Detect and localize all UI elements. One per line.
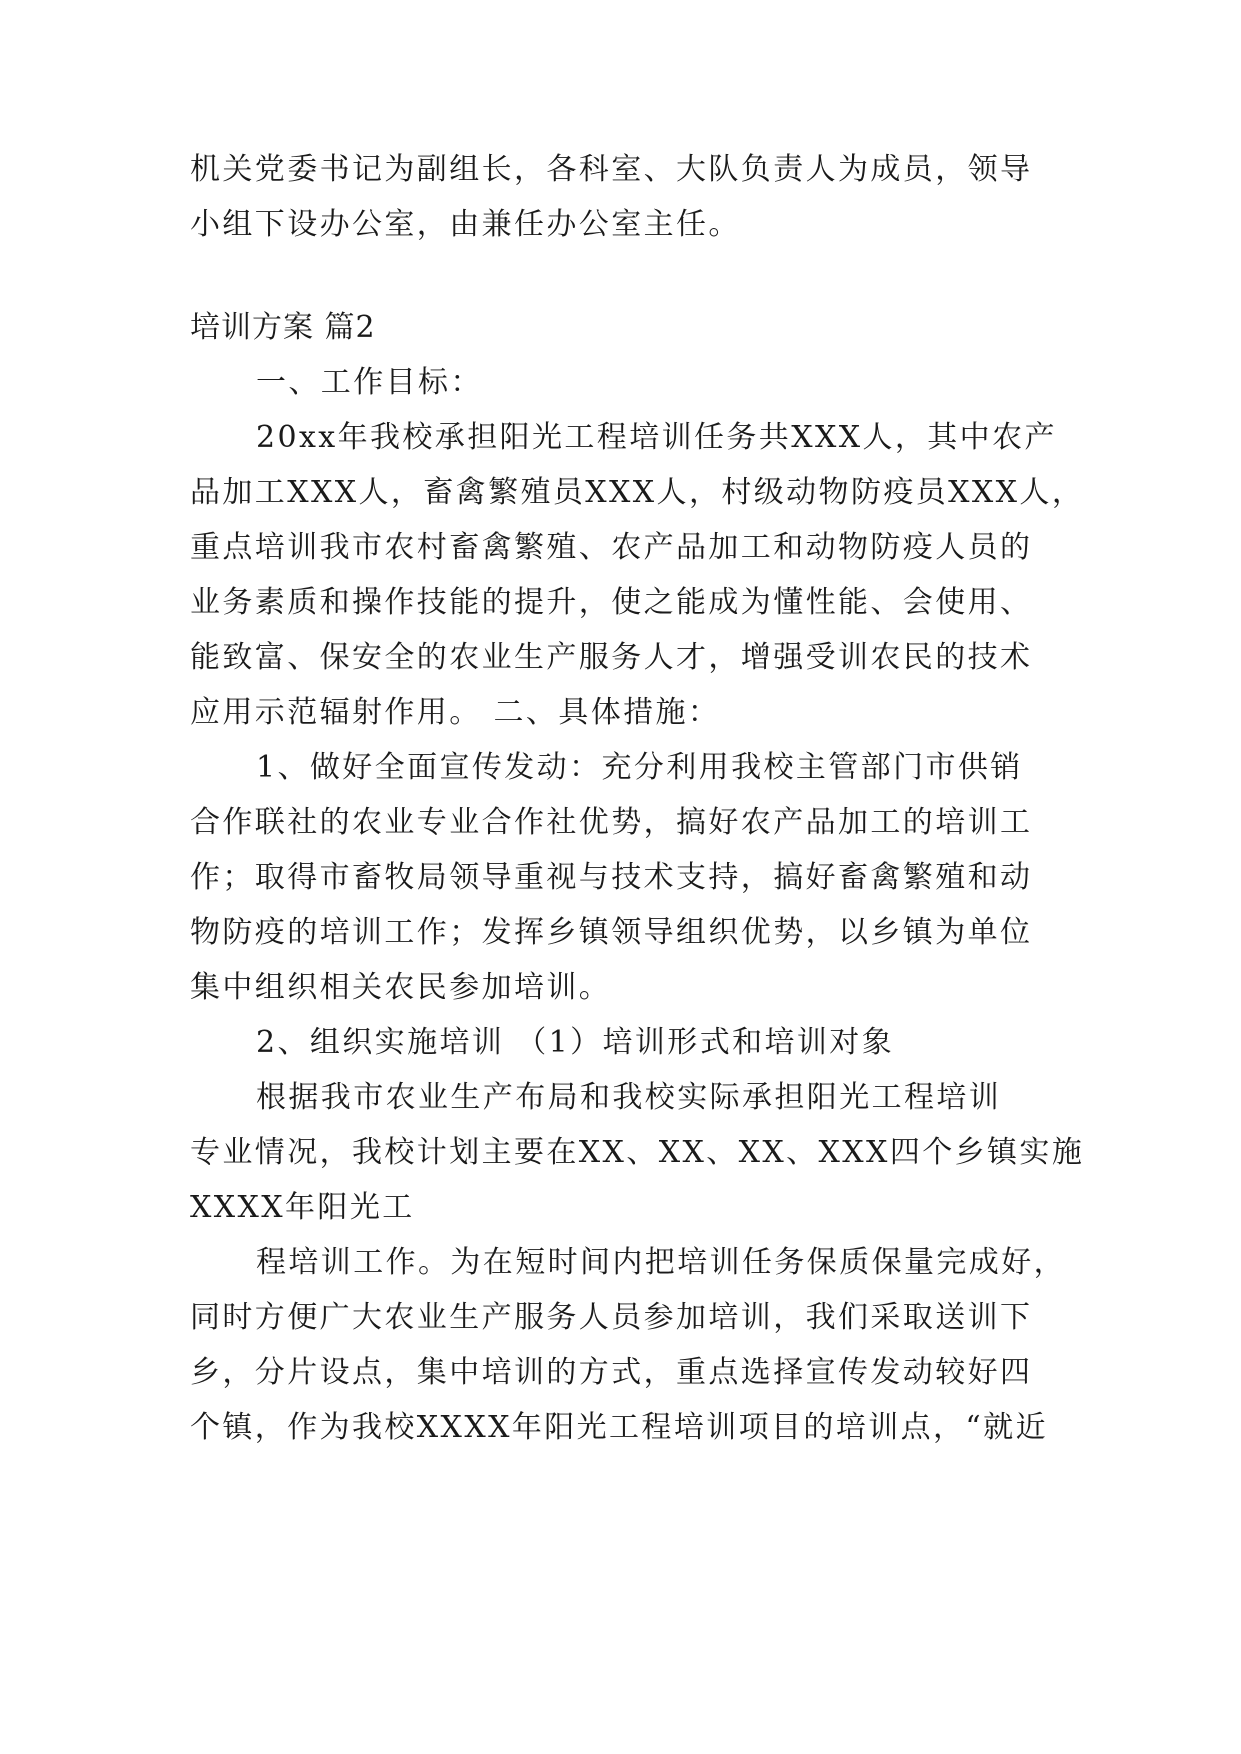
paragraph-line: XXXX年阳光工 — [190, 1190, 415, 1225]
subsection-heading: 2、组织实施培训 （1）培训形式和培训对象 — [256, 1025, 895, 1060]
paragraph-line: 专业情况，我校计划主要在XX、XX、XX、XXX四个乡镇实施 — [190, 1135, 1085, 1170]
paragraph-line: 能致富、保安全的农业生产服务人才，增强受训农民的技术 — [190, 640, 1033, 675]
paragraph-line: 程培训工作。为在短时间内把培训任务保质保量完成好， — [256, 1245, 1066, 1280]
paragraph-line: 重点培训我市农村畜禽繁殖、农产品加工和动物防疫人员的 — [190, 530, 1033, 565]
paragraph-line: 小组下设办公室，由兼任办公室主任。 — [190, 207, 741, 242]
paragraph-line: 应用示范辐射作用。 二、具体措施： — [190, 695, 721, 730]
paragraph-line: 1、做好全面宣传发动：充分利用我校主管部门市供销 — [256, 750, 1023, 785]
section-heading: 培训方案 篇2 — [190, 310, 376, 345]
paragraph-line: 个镇，作为我校XXXX年阳光工程培训项目的培训点，“就近 — [190, 1410, 1048, 1445]
paragraph-line: 20xx年我校承担阳光工程培训任务共XXX人，其中农产 — [256, 420, 1057, 455]
paragraph-line: 物防疫的培训工作；发挥乡镇领导组织优势，以乡镇为单位 — [190, 915, 1033, 950]
paragraph-line: 机关党委书记为副组长，各科室、大队负责人为成员，领导 — [190, 152, 1033, 187]
paragraph-line: 乡，分片设点，集中培训的方式，重点选择宣传发动较好四 — [190, 1355, 1033, 1390]
paragraph-line: 根据我市农业生产布局和我校实际承担阳光工程培训 — [256, 1080, 1002, 1115]
paragraph-line: 业务素质和操作技能的提升，使之能成为懂性能、会使用、 — [190, 585, 1033, 620]
paragraph-line: 品加工XXX人，畜禽繁殖员XXX人，村级动物防疫员XXX人， — [190, 475, 1085, 510]
paragraph-line: 集中组织相关农民参加培训。 — [190, 970, 612, 1005]
paragraph-line: 作；取得市畜牧局领导重视与技术支持，搞好畜禽繁殖和动 — [190, 860, 1033, 895]
paragraph-line: 合作联社的农业专业合作社优势，搞好农产品加工的培训工 — [190, 805, 1033, 840]
paragraph-line: 同时方便广大农业生产服务人员参加培训，我们采取送训下 — [190, 1300, 1033, 1335]
subsection-heading: 一、工作目标： — [256, 365, 483, 400]
